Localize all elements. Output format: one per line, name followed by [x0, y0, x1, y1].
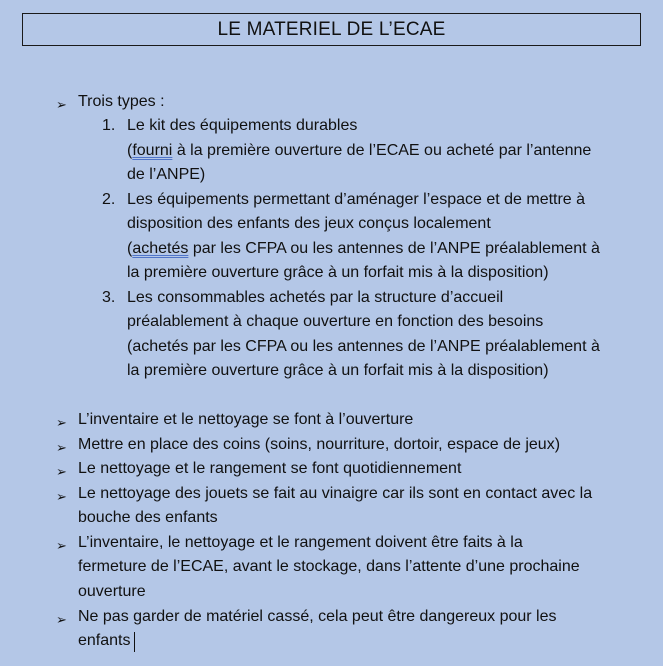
bullet-arrow-icon: ➢: [56, 464, 67, 479]
item-1-line-3: de l’ANPE): [127, 166, 206, 183]
bullet-arrow-icon: ➢: [56, 538, 67, 553]
spellcheck-word: achetés: [132, 240, 189, 257]
bullet-arrow-icon: ➢: [56, 440, 67, 455]
item-3-line-3: (achetés par les CFPA ou les antennes de l’ANPE préalablement à: [127, 338, 600, 355]
bullet-3-line-1: Le nettoyage et le rangement se font quotidiennement: [78, 460, 462, 477]
item-3-line-1: Les consommables achetés par la structure d’accueil: [127, 289, 504, 306]
spellcheck-word: fourni: [132, 142, 173, 159]
item-2-line-1: Les équipements permettant d’aménager l’espace et de mettre à: [127, 191, 586, 208]
bullet-6-line-1: Ne pas garder de matériel cassé, cela peut être dangereux pour les: [78, 608, 557, 625]
slide-title: LE MATERIEL DE L’ECAE: [217, 18, 446, 40]
item-3-line-4: la première ouverture grâce à un forfait mis à la disposition): [127, 362, 549, 379]
bullet-6-line-2: enfants: [78, 632, 131, 649]
bullet-arrow-icon: ➢: [56, 612, 67, 627]
item-1-line-1: Le kit des équipements durables: [127, 117, 358, 134]
item-number: 3.: [102, 289, 116, 306]
bullet-5-line-2: fermeture de l’ECAE, avant le stockage, dans l’attente d’une prochaine: [78, 558, 580, 575]
bullet-5-line-3: ouverture: [78, 583, 146, 600]
item-2-line-2: disposition des enfants des jeux conçus localement: [127, 215, 491, 232]
item-number: 2.: [102, 191, 116, 208]
bullet-5-line-1: L’inventaire, le nettoyage et le rangement doivent être faits à la: [78, 534, 523, 551]
bullet-arrow-icon: ➢: [56, 415, 67, 430]
item-2-line-4: la première ouverture grâce à un forfait mis à la disposition): [127, 264, 549, 281]
text-cursor: [134, 632, 135, 652]
bullet-arrow-icon: ➢: [56, 97, 67, 112]
item-number: 1.: [102, 117, 116, 134]
types-intro: Trois types :: [78, 93, 165, 110]
bullet-4-line-1: Le nettoyage des jouets se fait au vinaigre car ils sont en contact avec la: [78, 485, 593, 502]
bullet-4-line-2: bouche des enfants: [78, 509, 218, 526]
bullet-1-line-1: L’inventaire et le nettoyage se font à l’ouverture: [78, 411, 414, 428]
bullet-2-line-1: Mettre en place des coins (soins, nourriture, dortoir, espace de jeux): [78, 436, 561, 453]
item-1-line-2: (fourni à la première ouverture de l’ECAE ou acheté par l’antenne: [127, 142, 592, 159]
item-2-line-3: (achetés par les CFPA ou les antennes de l’ANPE préalablement à: [127, 240, 600, 257]
bullet-arrow-icon: ➢: [56, 489, 67, 504]
item-3-line-2: préalablement à chaque ouverture en fonction des besoins: [127, 313, 544, 330]
